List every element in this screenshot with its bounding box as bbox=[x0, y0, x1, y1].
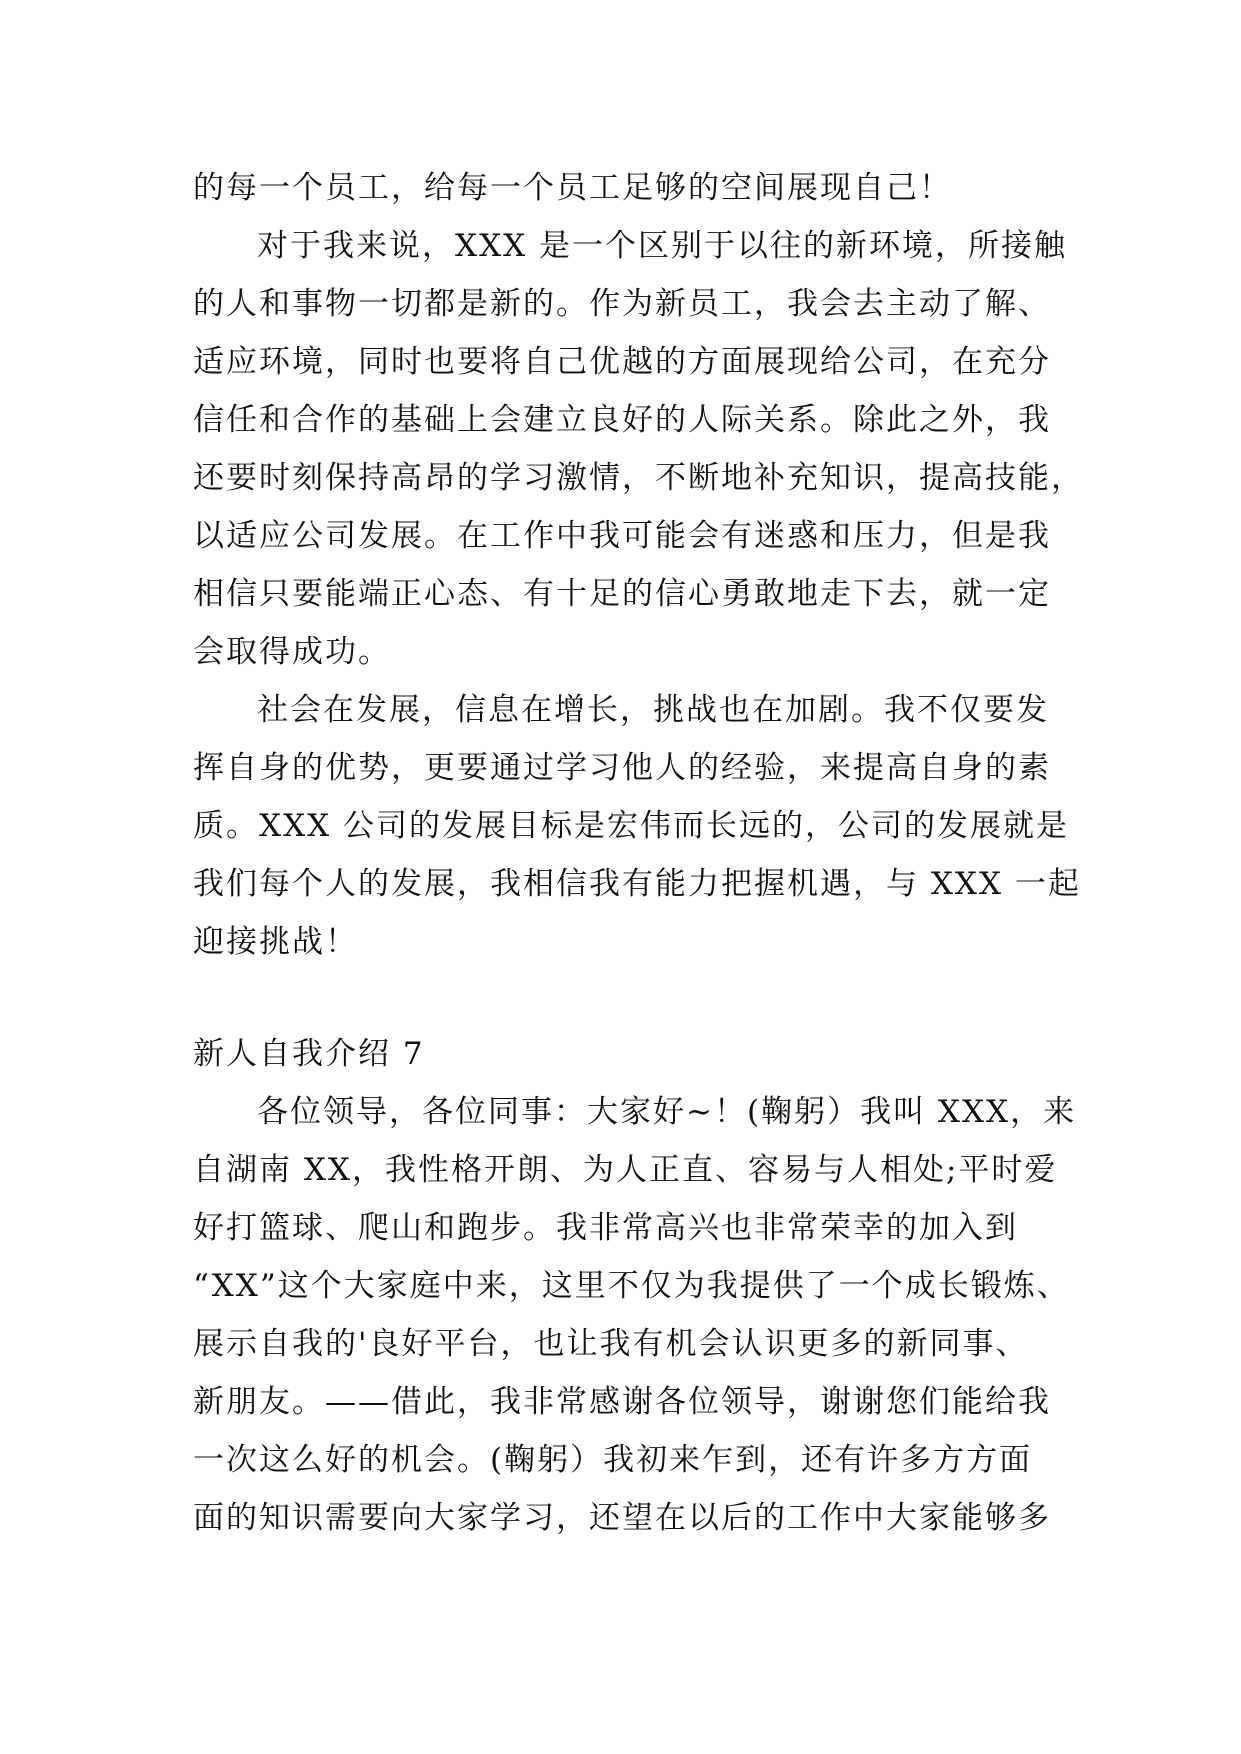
text-line: 面的知识需要向大家学习，还望在以后的工作中大家能够多 bbox=[193, 1500, 1051, 1536]
text-line: 迎接挑战！ bbox=[193, 924, 358, 960]
text-line: 的人和事物一切都是新的。作为新员工，我会去主动了解、 bbox=[193, 286, 1051, 322]
section-title: 新人自我介绍 7 bbox=[193, 1036, 425, 1072]
text-line: 各位领导，各位同事：大家好~！(鞠躬）我叫 XXX，来 bbox=[257, 1094, 1077, 1130]
text-line: 还要时刻保持高昂的学习激情，不断地补充知识，提高技能， bbox=[193, 460, 1084, 496]
text-line: 以适应公司发展。在工作中我可能会有迷惑和压力，但是我 bbox=[193, 518, 1051, 554]
text-line: 自湖南 XX，我性格开朗、为人正直、容易与人相处;平时爱 bbox=[193, 1152, 1058, 1188]
text-line: 的每一个员工，给每一个员工足够的空间展现自己！ bbox=[193, 170, 952, 206]
text-line: “XX”这个大家庭中来，这里不仅为我提供了一个成长锻炼、 bbox=[193, 1268, 1070, 1304]
text-line: 社会在发展，信息在增长，挑战也在加剧。我不仅要发 bbox=[257, 692, 1049, 728]
text-line: 适应环境，同时也要将自己优越的方面展现给公司，在充分 bbox=[193, 344, 1051, 380]
text-line: 质。XXX 公司的发展目标是宏伟而长远的，公司的发展就是 bbox=[193, 808, 1070, 844]
text-line: 信任和合作的基础上会建立良好的人际关系。除此之外，我 bbox=[193, 402, 1051, 438]
text-line: 相信只要能端正心态、有十足的信心勇敢地走下去，就一定 bbox=[193, 576, 1051, 612]
text-line: 展示自我的'良好平台，也让我有机会认识更多的新同事、 bbox=[193, 1326, 1029, 1362]
text-line: 好打篮球、爬山和跑步。我非常高兴也非常荣幸的加入到 bbox=[193, 1210, 1018, 1246]
text-line: 挥自身的优势，更要通过学习他人的经验，来提高自身的素 bbox=[193, 750, 1051, 786]
text-line: 会取得成功。 bbox=[193, 634, 391, 670]
text-line: 新朋友。——借此，我非常感谢各位领导，谢谢您们能给我 bbox=[193, 1384, 1051, 1420]
text-line: 一次这么好的机会。(鞠躬）我初来乍到，还有许多方方面 bbox=[193, 1442, 1033, 1478]
text-line: 我们每个人的发展，我相信我有能力把握机遇，与 XXX 一起 bbox=[193, 866, 1081, 902]
text-line: 对于我来说，XXX 是一个区别于以往的新环境，所接触 bbox=[257, 228, 1068, 264]
